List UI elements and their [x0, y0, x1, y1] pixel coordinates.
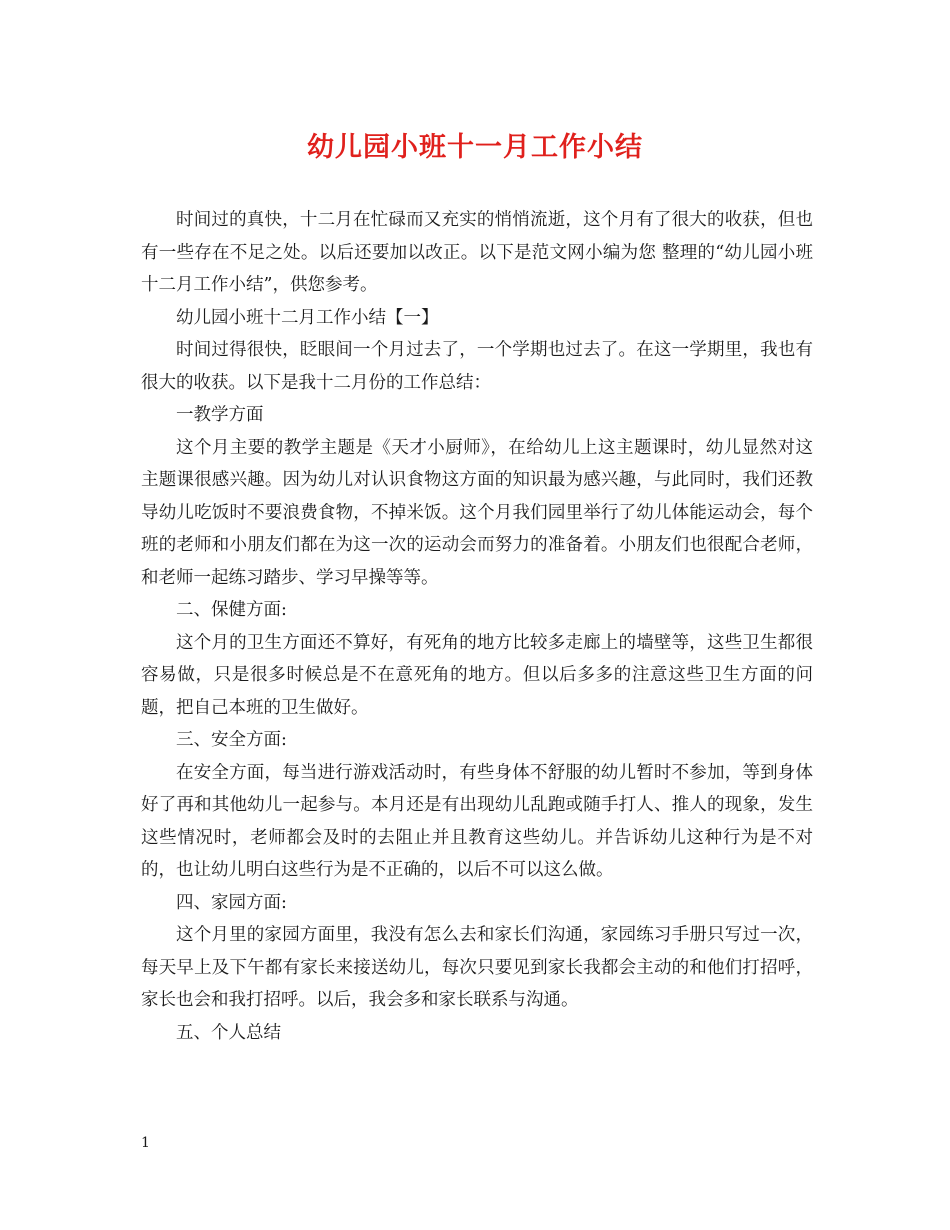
section-heading-health: 二、保健方面: [176, 600, 287, 620]
section-heading-personal-summary: 五、个人总结 [176, 1022, 281, 1043]
paragraph-health: 这个月的卫生方面还不算好，有死角的地方比较多走廊上的墙壁等，这些卫生都很容易做，只是很多时候总是不在意死角的地方。但以后多多的注意这些卫生方面的问题，把自己本班的卫生做好。 [141, 632, 813, 718]
paragraph-opening: 时间过得很快，眨眼间一个月过去了，一个学期也过去了。在这一学期里，我也有很大的收获。以下是我十二月份的工作总结： [141, 340, 813, 393]
document-title: 幼儿园小班十一月工作小结 [307, 132, 643, 163]
paragraph-home-school: 这个月里的家园方面里，我没有怎么去和家长们沟通，家园练习手册只写过一次，每天早上及下午都有家长来接送幼儿，每次只要见到家长我都会主动的和他们打招呼，家长也会和我打招呼。以后，我会多和家长联系与沟通。 [141, 925, 813, 1010]
section-heading-teaching: 一教学方面 [176, 405, 264, 425]
paragraph-safety: 在安全方面，每当进行游戏活动时，有些身体不舒服的幼儿暂时不参加，等到身体好了再和其他幼儿一起参与。本月还是有出现幼儿乱跑或随手打人、推人的现象，发生这些情况时，老师都会及时的去阻止并且教育这些幼儿。并告诉幼儿这种行为是不对的，也让幼儿明白这些行为是不正确的，以后不可以这么做。 [141, 762, 813, 880]
page-number: 1 [141, 1135, 150, 1151]
section-heading-home-school: 四、家园方面: [176, 892, 287, 913]
document-body [141, 204, 813, 1049]
section-heading-safety: 三、安全方面: [176, 730, 287, 750]
paragraph-teaching: 这个月主要的教学主题是《天才小厨师》，在给幼儿上这主题课时，幼儿显然对这主题课很感兴趣。因为幼儿对认识食物这方面的知识最为感兴趣，与此同时，我们还教导幼儿吃饭时不要浪费食物，不掉米饭。这个月我们园里举行了幼儿体能运动会，每个班的老师和小朋友们都在为这一次的运动会而努力的准备着。小朋友们也很配合老师，和老师一起练习踏步、学习早操等等。 [141, 437, 813, 588]
paragraph-intro: 时间过的真快，十二月在忙碌而又充实的悄悄流逝，这个月有了很大的收获，但也有一些存在不足之处。以后还要加以改正。以下是范文网小编为您 整理的“幼儿园小班十二月工作小结”，供您参考。 [141, 210, 813, 295]
section-heading-part-one: 幼儿园小班十二月工作小结【一】 [176, 307, 439, 328]
